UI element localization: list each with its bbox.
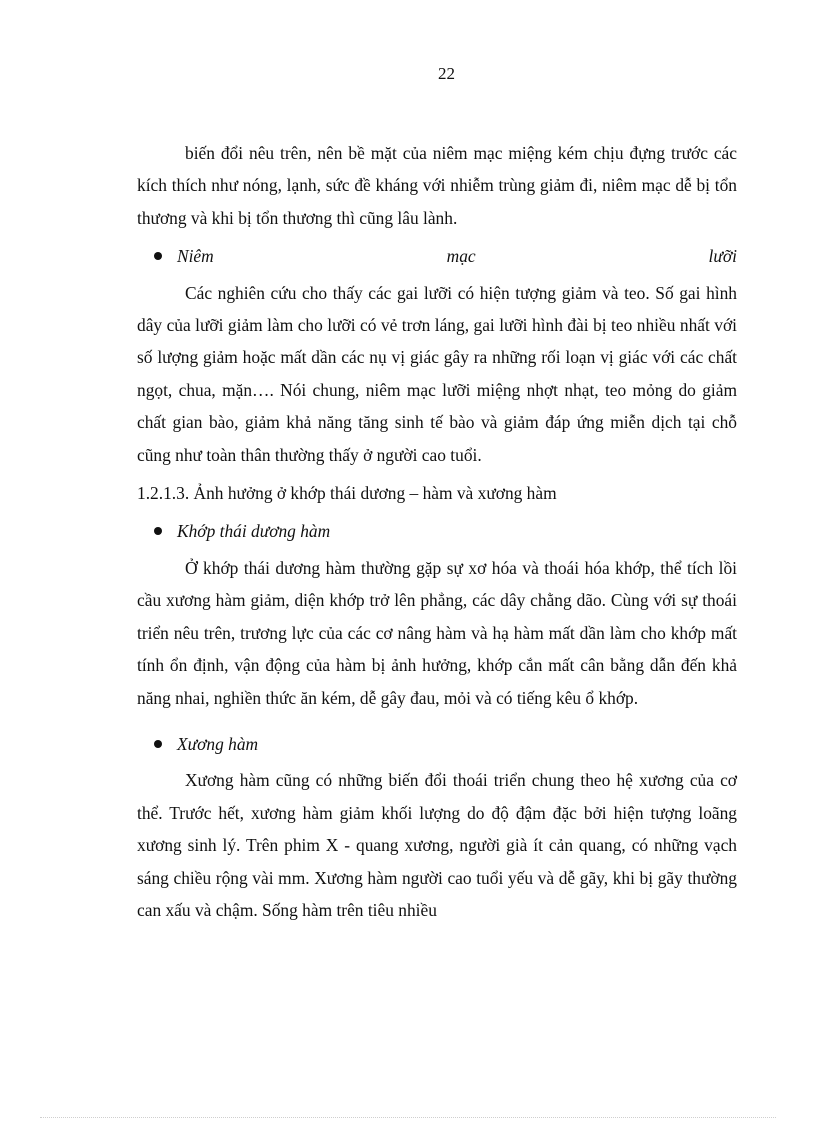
- paragraph-tmj: Ở khớp thái dương hàm thường gặp sự xơ hóa và thoái hóa khớp, thể tích lồi cầu xương hàm giảm, diện khớp trở lên phẳng, các dây chằng dão. Cùng với sự thoái triển nêu trên, trương lực của các cơ nâng hàm và hạ hàm mất dần làm cho khớp mất tính ổn định, vận động của hàm bị ảnh hưởng, khớp cắn mất cân bằng dẫn đến khả năng nhai, nghiền thức ăn kém, dễ gây đau, mỏi và có tiếng kêu ổ khớp.: [137, 557, 737, 708]
- paragraph-oral-mucosa: biến đổi nêu trên, nên bề mặt của niêm mạc miệng kém chịu đựng trước các kích thích như nóng, lạnh, sức đề kháng với nhiễm trùng giảm đi, niêm mạc dễ bị tổn thương và khi bị tổn thương thì cũng lâu lành.: [137, 143, 737, 228]
- bullet-tmj: [137, 515, 737, 547]
- document-body: [137, 137, 737, 926]
- bullet-word: Niêm: [177, 246, 214, 267]
- page-number: 22: [438, 64, 455, 83]
- paragraph-tongue: Các nghiên cứu cho thấy các gai lưỡi có hiện tượng giảm và teo. Số gai hình dây của lưỡi giảm làm cho lưỡi có vẻ trơn láng, gai lưỡi hình đài bị teo nhiều nhất với số lượng giảm hoặc mất dần các nụ vị giác gây ra những rối loạn vị giác với các chất ngọt, chua, mặn…. Nói chung, niêm mạc lưỡi miệng nhợt nhạt, teo mỏng do giảm chất gian bào, giảm khả năng tăng sinh tế bào và giảm đáp ứng miễn dịch tại chỗ cũng như toàn thân thường thấy ở người cao tuổi.: [137, 282, 737, 465]
- bullet-tongue-mucosa: [137, 240, 737, 272]
- bullet-dot-icon: [154, 527, 162, 535]
- section-heading: 1.2.1.3. Ảnh hưởng ở khớp thái dương – hàm và xương hàm: [137, 483, 557, 504]
- bullet-dot-icon: [154, 252, 162, 260]
- page-bottom-divider: [40, 1117, 776, 1118]
- bullet-jaw-bone: [137, 728, 737, 760]
- spacer: [137, 714, 737, 722]
- bullet-word: lưỡi: [708, 246, 737, 267]
- bullet-label: Xương hàm: [177, 733, 259, 754]
- paragraph-jaw-bone: Xương hàm cũng có những biến đổi thoái triển chung theo hệ xương của cơ thể. Trước hết, xương hàm giảm khối lượng do độ đậm đặc bởi hiện tượng loãng xương sinh lý. Trên phim X - quang xương, người già ít cản quang, có những vạch sáng chiều rộng vài mm. Xương hàm người cao tuổi yếu và dễ gãy, khi bị gãy thường can xấu và chậm. Sống hàm trên tiêu nhiều: [137, 770, 737, 920]
- bullet-label: Khớp thái dương hàm: [177, 521, 331, 542]
- bullet-dot-icon: [154, 740, 162, 748]
- bullet-word: mạc: [446, 246, 476, 267]
